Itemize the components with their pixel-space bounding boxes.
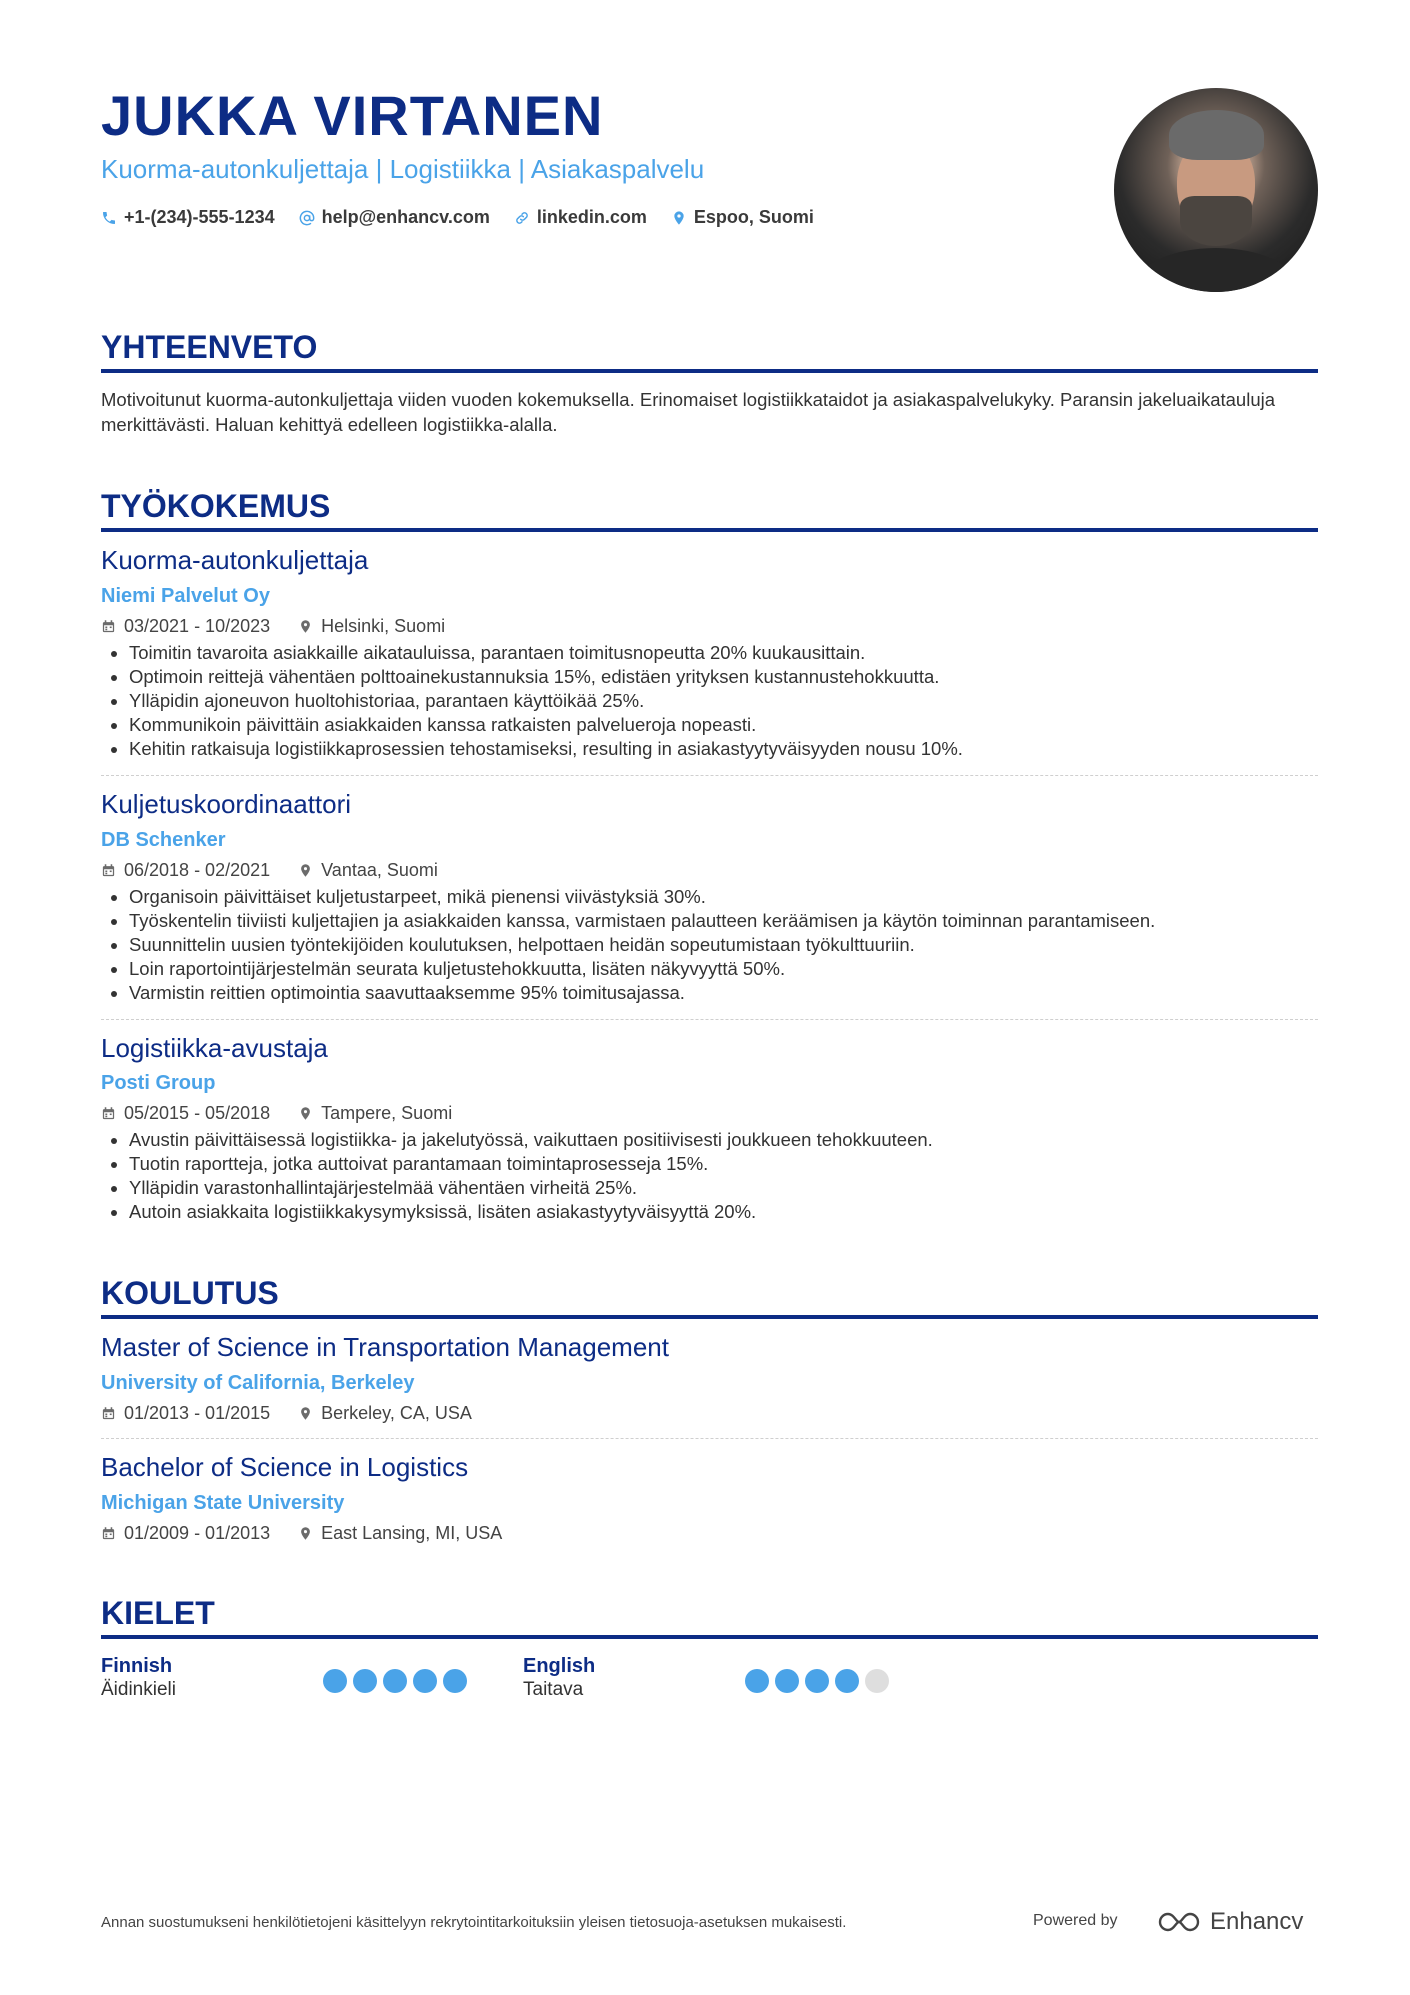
contact-email[interactable] [299, 207, 490, 228]
bullet-item: • Loin raportointijärjestelmän seurata kuljetustehokkuutta, lisäten näkyvyyttä 50%. [129, 957, 1318, 981]
company-name: Niemi Palvelut Oy [101, 584, 270, 607]
map-pin-icon [298, 863, 313, 878]
link-icon [514, 210, 530, 226]
rating-dot-filled [353, 1669, 377, 1693]
education-section [101, 1276, 1318, 1557]
job-bullets [101, 885, 1318, 1005]
email-text[interactable]: help@enhancv.com [321, 207, 490, 227]
experience-entry [101, 1020, 1318, 1239]
bullet-item: • Varmistin reittien optimointia saavuttaaksemme 95% toimitusajassa. [129, 981, 1318, 1005]
language-name: Finnish [101, 1654, 173, 1677]
experience-entry [101, 776, 1318, 1020]
powered-by-label: Powered by [1033, 1912, 1118, 1929]
company-name: DB Schenker [101, 828, 226, 851]
language-rating [323, 1669, 467, 1703]
bullet-item: • Optimoin reittejä vähentäen polttoainekustannuksia 15%, edistäen yrityksen kustannustehokkuutta. [129, 665, 1318, 689]
resume-header [101, 0, 1318, 300]
experience-entry [101, 532, 1318, 776]
job-title: Kuljetuskoordinaattori [101, 788, 352, 819]
bullet-item: • Avustin päivittäisessä logistiikka- ja jakelutyössä, vaikuttaen positiivisesti joukkueen tehokkuuteen. [129, 1128, 1318, 1152]
rating-dot-filled [413, 1669, 437, 1693]
infinity-logo-icon [1156, 1910, 1202, 1934]
profile-photo [1114, 88, 1318, 292]
rating-dot-filled [835, 1669, 859, 1693]
phone-text: +1-(234)-555-1234 [124, 207, 275, 227]
candidate-name: JUKKA VIRTANEN [101, 84, 604, 147]
linkedin-text[interactable]: linkedin.com [536, 207, 647, 227]
rating-dot-filled [745, 1669, 769, 1693]
job-location: Vantaa, Suomi [321, 859, 438, 880]
languages-section [101, 1596, 1318, 1703]
at-icon [299, 210, 315, 226]
calendar-icon [101, 619, 116, 634]
job-meta [101, 1103, 1318, 1124]
bullet-item: • Suunnittelin uusien työntekijöiden koulutuksen, helpottaen heidän sopeutumistaan työkulttuuriin. [129, 933, 1318, 957]
contact-list [101, 207, 814, 228]
rating-dot-filled [323, 1669, 347, 1693]
degree-title: Master of Science in Transportation Management [101, 1332, 669, 1363]
rating-dot-filled [383, 1669, 407, 1693]
map-pin-icon [298, 1406, 313, 1421]
experience-heading: TYÖKOKEMUS [101, 489, 1318, 532]
language-item [101, 1655, 523, 1703]
education-location: Berkeley, CA, USA [321, 1402, 472, 1423]
bullet-item: • Kommunikoin päivittäin asiakkaiden kanssa ratkaisten palvelueroja nopeasti. [129, 713, 1318, 737]
bullet-item: • Toimitin tavaroita asiakkaille aikatauluissa, parantaen toimitusnopeutta 20% kuukausittain. [129, 641, 1318, 665]
page-footer [101, 1908, 1318, 1938]
calendar-icon [101, 1526, 116, 1541]
bullet-item: • Kehitin ratkaisuja logistiikkaprosessien tehostamiseksi, resulting in asiakastyytyväisyyden nousu 10%. [129, 737, 1318, 761]
rating-dot-empty [865, 1669, 889, 1693]
school-name: Michigan State University [101, 1491, 345, 1514]
job-meta [101, 860, 1318, 881]
language-level: Taitava [523, 1678, 584, 1700]
job-bullets [101, 641, 1318, 761]
rating-dot-filled [443, 1669, 467, 1693]
resume-page [101, 0, 1318, 1702]
job-dates: 05/2015 - 05/2018 [124, 1103, 271, 1124]
brand-name: Enhancv [1210, 1908, 1304, 1935]
map-pin-icon [298, 619, 313, 634]
map-pin-icon [671, 210, 687, 226]
contact-phone [101, 207, 275, 228]
education-meta [101, 1523, 1318, 1544]
language-name: English [523, 1654, 596, 1677]
bullet-item: • Ylläpidin ajoneuvon huoltohistoriaa, parantaen käyttöikää 25%. [129, 689, 1318, 713]
bullet-item: • Ylläpidin varastonhallintajärjestelmää vähentäen virheitä 25%. [129, 1176, 1318, 1200]
language-level: Äidinkieli [101, 1678, 176, 1700]
rating-dot-filled [775, 1669, 799, 1693]
calendar-icon [101, 1106, 116, 1121]
education-meta [101, 1403, 1318, 1424]
job-bullets [101, 1128, 1318, 1224]
job-dates: 06/2018 - 02/2021 [124, 859, 271, 880]
candidate-title: Kuorma-autonkuljettaja | Logistiikka | Asiakaspalvelu [101, 154, 705, 184]
degree-title: Bachelor of Science in Logistics [101, 1451, 469, 1482]
job-title: Logistiikka-avustaja [101, 1032, 328, 1063]
school-name: University of California, Berkeley [101, 1371, 415, 1394]
contact-location [671, 207, 814, 228]
map-pin-icon [298, 1106, 313, 1121]
calendar-icon [101, 863, 116, 878]
job-location: Helsinki, Suomi [321, 615, 446, 636]
language-item [523, 1655, 945, 1703]
company-name: Posti Group [101, 1072, 216, 1095]
bullet-item: • Autoin asiakkaita logistiikkakysymyksissä, lisäten asiakastyytyväisyyttä 20%. [129, 1200, 1318, 1224]
education-entry [101, 1319, 1318, 1439]
job-meta [101, 616, 1318, 637]
job-location: Tampere, Suomi [321, 1103, 453, 1124]
education-entry [101, 1439, 1318, 1558]
summary-section [101, 330, 1318, 437]
bullet-item: • Työskentelin tiiviisti kuljettajien ja asiakkaiden kanssa, varmistaen palautteen keräämisen ja käytön toiminnan parantamiseen. [129, 909, 1318, 933]
education-dates: 01/2009 - 01/2013 [124, 1522, 271, 1543]
contact-linkedin[interactable] [514, 207, 647, 228]
enhancv-logo[interactable] [1156, 1908, 1303, 1936]
experience-section [101, 489, 1318, 1238]
language-rating [745, 1669, 889, 1703]
map-pin-icon [298, 1526, 313, 1541]
bullet-item: • Tuotin raportteja, jotka auttoivat parantamaan toimintaprosesseja 15%. [129, 1152, 1318, 1176]
education-dates: 01/2013 - 01/2015 [124, 1402, 271, 1423]
bullet-item: • Organisoin päivittäiset kuljetustarpeet, mikä pienensi viivästyksiä 30%. [129, 885, 1318, 909]
summary-heading: YHTEENVETO [101, 330, 1318, 373]
consent-text: Annan suostumukseni henkilötietojeni käsittelyyn rekrytointitarkoituksiin yleisen tietosuoja-asetuksen mukaisesti. [101, 1914, 847, 1931]
education-location: East Lansing, MI, USA [321, 1522, 503, 1543]
job-title: Kuorma-autonkuljettaja [101, 545, 369, 576]
calendar-icon [101, 1406, 116, 1421]
education-heading: KOULUTUS [101, 1276, 1318, 1319]
languages-heading: KIELET [101, 1596, 1318, 1639]
summary-text: Motivoitunut kuorma-autonkuljettaja viiden vuoden kokemuksella. Erinomaiset logistiikkataidot ja asiakaspalvelukyky. Paransin jakeluaikatauluja merkittävästi. Haluan kehittyä edelleen logistiikka-alalla. [101, 389, 1276, 436]
location-text: Espoo, Suomi [693, 207, 814, 227]
language-list [101, 1655, 1318, 1703]
rating-dot-filled [805, 1669, 829, 1693]
job-dates: 03/2021 - 10/2023 [124, 615, 271, 636]
phone-icon [101, 210, 117, 226]
